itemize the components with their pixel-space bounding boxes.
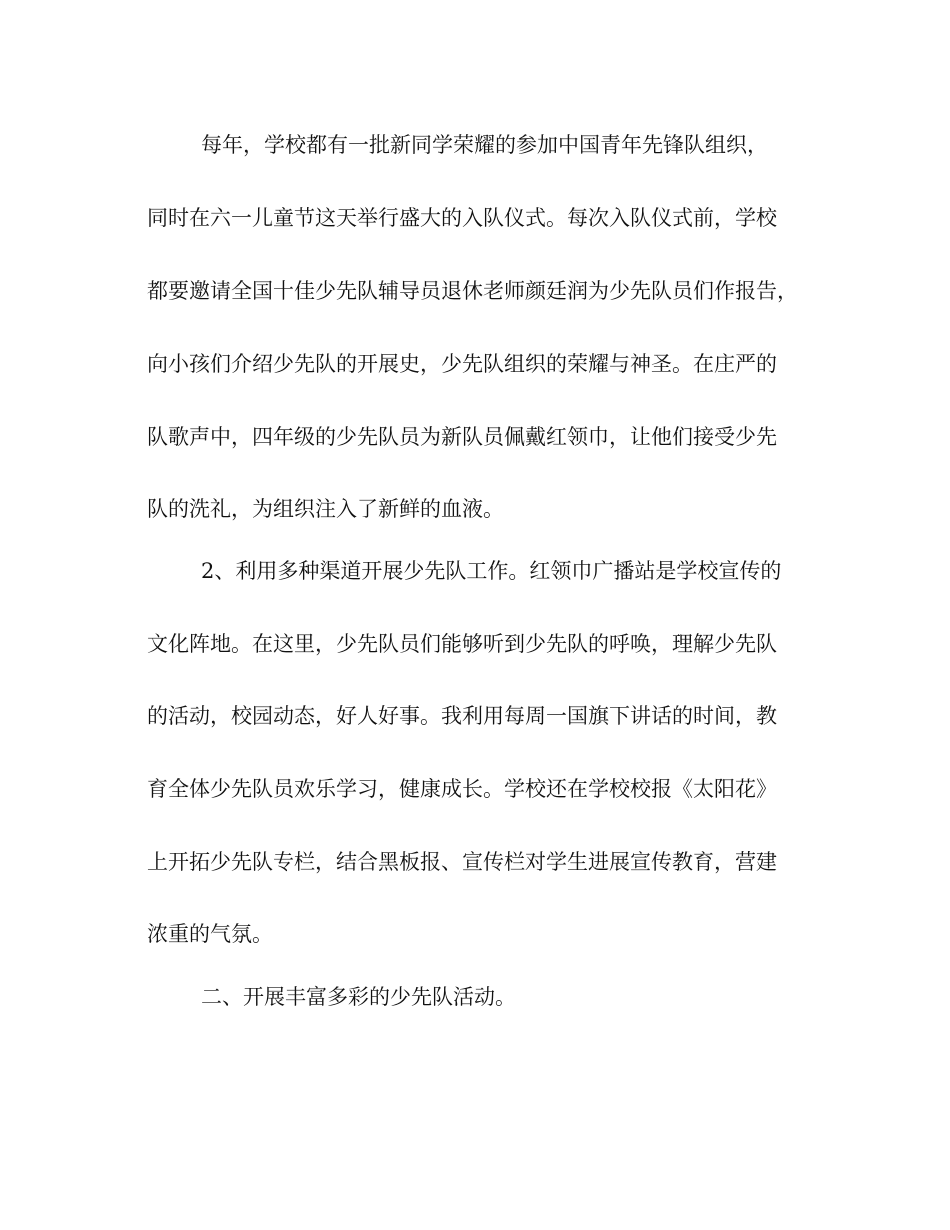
paragraph-line: 2、利用多种渠道开展少先队工作。红领巾广播站是学校宣传的 — [201, 559, 782, 583]
paragraph-line: 育全体少先队员欢乐学习，健康成长。学校还在学校校报《太阳花》 — [147, 777, 777, 801]
paragraph-line: 文化阵地。在这里，少先队员们能够听到少先队的呼唤，理解少先队 — [147, 632, 777, 656]
paragraph-line: 向小孩们介绍少先队的开展史，少先队组织的荣耀与神圣。在庄严的 — [147, 352, 777, 376]
paragraph-line: 的活动，校园动态，好人好事。我利用每周一国旗下讲话的时间，教 — [147, 704, 777, 728]
paragraph-line: 队歌声中，四年级的少先队员为新队员佩戴红领巾，让他们接受少先 — [147, 425, 777, 449]
paragraph-line: 上开拓少先队专栏，结合黑板报、宣传栏对学生进展宣传教育，营建 — [147, 850, 777, 874]
paragraph-line: 每年，学校都有一批新同学荣耀的参加中国青年先锋队组织， — [201, 133, 768, 157]
paragraph-line: 队的洗礼，为组织注入了新鲜的血液。 — [147, 497, 504, 521]
section-heading: 二、开展丰富多彩的少先队活动。 — [201, 985, 516, 1009]
paragraph-line: 浓重的气氛。 — [147, 922, 273, 946]
paragraph-line: 都要邀请全国十佳少先队辅导员退休老师颜廷润为少先队员们作报告， — [147, 279, 798, 303]
paragraph-line: 同时在六一儿童节这天举行盛大的入队仪式。每次入队仪式前，学校 — [147, 206, 777, 230]
